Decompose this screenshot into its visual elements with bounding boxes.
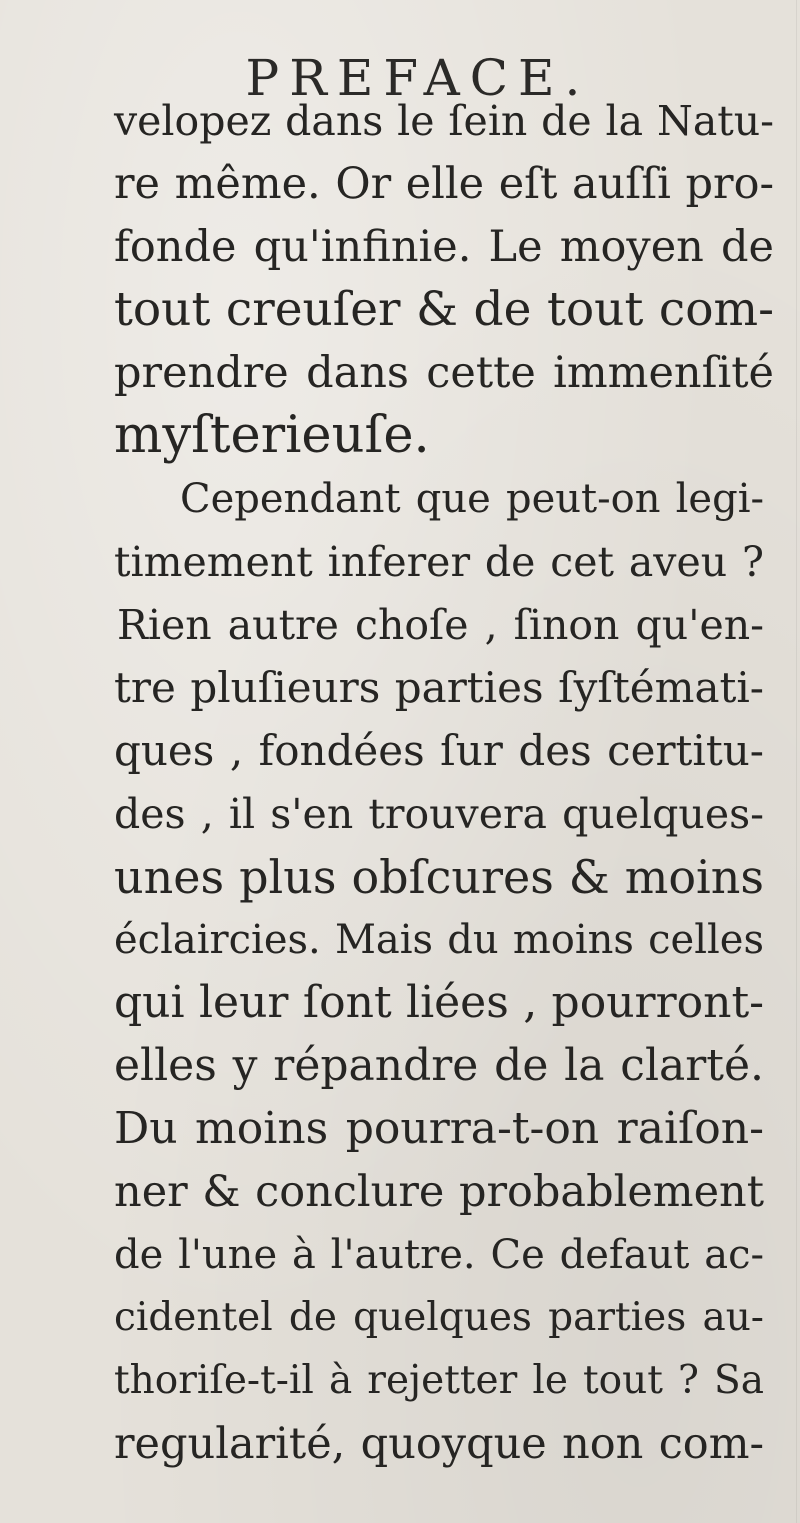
text-line: prendre dans cette immenſité	[114, 348, 774, 398]
text-line: Du moins pourra-t-on raiſon-	[114, 1103, 764, 1154]
text-line: regularité, quoyque non com-	[114, 1419, 764, 1469]
text-line: Cependant que peut-on legi-	[180, 476, 764, 522]
running-head: PREFACE.	[245, 49, 591, 107]
text-line: qui leur ſont liées , pourront-	[114, 977, 764, 1028]
text-line: éclaircies. Mais du moins celles	[114, 917, 764, 963]
text-line: ques , fondées ſur des certitu-	[114, 726, 764, 775]
text-line: myſterieuſe.	[114, 406, 430, 465]
text-line: re même. Or elle eſt auſſi pro-	[114, 159, 774, 209]
text-line: cidentel de quelques parties au-	[114, 1295, 764, 1340]
text-line: tre pluſieurs parties ſyſtémati-	[114, 663, 764, 712]
text-line: de l'une à l'autre. Ce defaut ac-	[114, 1232, 764, 1278]
text-line: des , il s'en trouvera quelques-	[114, 790, 764, 838]
text-line: fonde qu'infinie. Le moyen de	[114, 222, 774, 272]
page-edge	[796, 0, 797, 1523]
text-line: tout creuſer & de tout com-	[114, 282, 774, 337]
text-line: thoriſe-t-il à rejetter le tout ? Sa	[114, 1358, 764, 1403]
text-line: unes plus obſcures & moins	[114, 850, 764, 904]
text-line: velopez dans le ſein de la Natu-	[114, 97, 774, 145]
text-line: elles y répandre de la clarté.	[114, 1040, 764, 1091]
text-line: Rien autre choſe , ſinon qu'en-	[117, 601, 764, 649]
text-line: timement inferer de cet aveu ?	[114, 538, 764, 586]
text-line: ner & conclure probablement	[114, 1167, 764, 1217]
